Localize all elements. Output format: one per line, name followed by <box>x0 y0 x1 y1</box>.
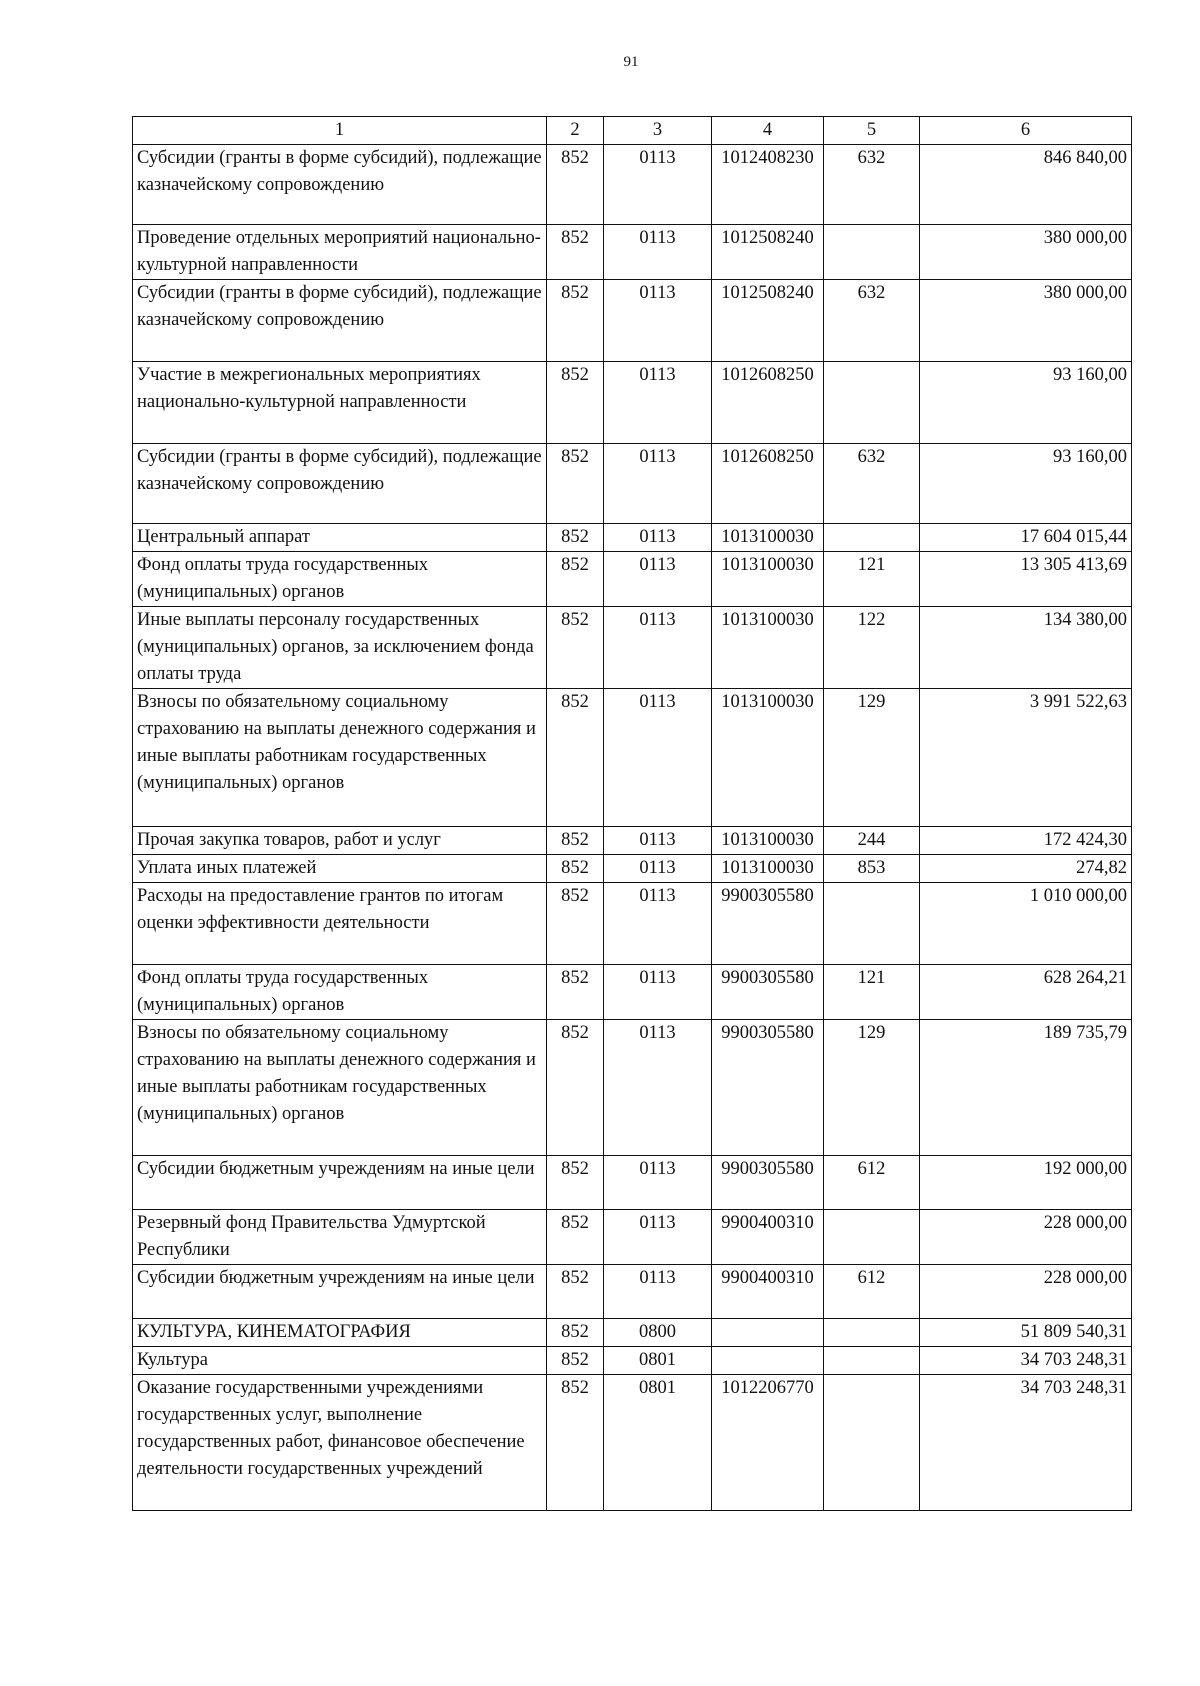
row-sum-cell: 34 703 248,31 <box>920 1375 1132 1511</box>
row-sum-cell: 228 000,00 <box>920 1265 1132 1319</box>
table-row <box>133 444 1132 524</box>
row-cs-cell <box>712 1319 824 1347</box>
table-row <box>133 1020 1132 1156</box>
header-cell: 4 <box>712 117 824 145</box>
row-vr-cell <box>824 1210 920 1265</box>
row-rz-cell: 0113 <box>604 362 712 444</box>
row-gr-cell: 852 <box>547 1156 604 1210</box>
row-cs-cell: 1013100030 <box>712 689 824 827</box>
row-gr-cell: 852 <box>547 965 604 1020</box>
header-cell: 2 <box>547 117 604 145</box>
row-name-cell: Центральный аппарат <box>133 524 547 552</box>
row-name-cell: Оказание государственными учреждениями государственных услуг, выполнение государственных работ, финансовое обеспечение деятельности государственных учреждений <box>133 1375 547 1511</box>
row-sum-cell: 228 000,00 <box>920 1210 1132 1265</box>
row-sum-cell: 192 000,00 <box>920 1156 1132 1210</box>
row-cs-cell: 1012508240 <box>712 280 824 362</box>
row-sum-cell: 628 264,21 <box>920 965 1132 1020</box>
row-name-cell: Уплата иных платежей <box>133 855 547 883</box>
row-gr-cell: 852 <box>547 444 604 524</box>
row-rz-cell: 0113 <box>604 552 712 607</box>
row-sum-cell: 34 703 248,31 <box>920 1347 1132 1375</box>
row-cs-cell: 9900400310 <box>712 1210 824 1265</box>
row-gr-cell: 852 <box>547 280 604 362</box>
row-rz-cell: 0113 <box>604 607 712 689</box>
table-row <box>133 607 1132 689</box>
row-rz-cell: 0113 <box>604 225 712 280</box>
table-row <box>133 225 1132 280</box>
table-row <box>133 552 1132 607</box>
row-vr-cell <box>824 883 920 965</box>
budget-table <box>132 116 1132 1511</box>
row-name-cell: Проведение отдельных мероприятий национально-культурной направленности <box>133 225 547 280</box>
row-gr-cell: 852 <box>547 552 604 607</box>
row-gr-cell: 852 <box>547 524 604 552</box>
header-cell: 3 <box>604 117 712 145</box>
row-vr-cell <box>824 1375 920 1511</box>
row-name-cell: Субсидии бюджетным учреждениям на иные цели <box>133 1156 547 1210</box>
row-vr-cell: 129 <box>824 689 920 827</box>
row-name-cell: Взносы по обязательному социальному страхованию на выплаты денежного содержания и иные выплаты работникам государственных (муниципальных) органов <box>133 1020 547 1156</box>
row-name-cell: КУЛЬТУРА, КИНЕМАТОГРАФИЯ <box>133 1319 547 1347</box>
row-cs-cell: 9900305580 <box>712 965 824 1020</box>
row-gr-cell: 852 <box>547 1375 604 1511</box>
row-name-cell: Прочая закупка товаров, работ и услуг <box>133 827 547 855</box>
row-rz-cell: 0113 <box>604 280 712 362</box>
table-row <box>133 1156 1132 1210</box>
row-rz-cell: 0113 <box>604 689 712 827</box>
row-gr-cell: 852 <box>547 855 604 883</box>
row-vr-cell: 612 <box>824 1156 920 1210</box>
row-vr-cell: 632 <box>824 280 920 362</box>
row-name-cell: Участие в межрегиональных мероприятиях национально-культурной направленности <box>133 362 547 444</box>
row-vr-cell: 244 <box>824 827 920 855</box>
table-row <box>133 524 1132 552</box>
table-row <box>133 1319 1132 1347</box>
row-cs-cell: 1012508240 <box>712 225 824 280</box>
row-sum-cell: 189 735,79 <box>920 1020 1132 1156</box>
row-rz-cell: 0801 <box>604 1347 712 1375</box>
row-sum-cell: 274,82 <box>920 855 1132 883</box>
row-vr-cell: 121 <box>824 965 920 1020</box>
row-cs-cell: 1012608250 <box>712 444 824 524</box>
row-rz-cell: 0113 <box>604 855 712 883</box>
header-row <box>133 117 1132 145</box>
row-sum-cell: 93 160,00 <box>920 444 1132 524</box>
row-sum-cell: 17 604 015,44 <box>920 524 1132 552</box>
header-cell: 5 <box>824 117 920 145</box>
row-rz-cell: 0113 <box>604 524 712 552</box>
row-sum-cell: 134 380,00 <box>920 607 1132 689</box>
row-rz-cell: 0113 <box>604 444 712 524</box>
row-sum-cell: 3 991 522,63 <box>920 689 1132 827</box>
row-vr-cell <box>824 1319 920 1347</box>
row-gr-cell: 852 <box>547 1347 604 1375</box>
row-rz-cell: 0113 <box>604 1156 712 1210</box>
row-name-cell: Иные выплаты персоналу государственных (муниципальных) органов, за исключением фонда оплаты труда <box>133 607 547 689</box>
row-cs-cell: 1013100030 <box>712 855 824 883</box>
row-gr-cell: 852 <box>547 827 604 855</box>
row-gr-cell: 852 <box>547 1210 604 1265</box>
table-row <box>133 145 1132 225</box>
table-row <box>133 1347 1132 1375</box>
row-cs-cell: 1012206770 <box>712 1375 824 1511</box>
row-gr-cell: 852 <box>547 1319 604 1347</box>
table-row <box>133 1375 1132 1511</box>
row-cs-cell: 1013100030 <box>712 607 824 689</box>
table-row <box>133 1210 1132 1265</box>
row-name-cell: Взносы по обязательному социальному страхованию на выплаты денежного содержания и иные выплаты работникам государственных (муниципальных) органов <box>133 689 547 827</box>
row-cs-cell <box>712 1347 824 1375</box>
row-rz-cell: 0113 <box>604 1265 712 1319</box>
row-name-cell: Субсидии (гранты в форме субсидий), подлежащие казначейскому сопровождению <box>133 145 547 225</box>
row-name-cell: Резервный фонд Правительства Удмуртской Республики <box>133 1210 547 1265</box>
row-gr-cell: 852 <box>547 689 604 827</box>
row-vr-cell <box>824 362 920 444</box>
table-row <box>133 1265 1132 1319</box>
row-name-cell: Субсидии (гранты в форме субсидий), подлежащие казначейскому сопровождению <box>133 280 547 362</box>
row-cs-cell: 1013100030 <box>712 552 824 607</box>
row-rz-cell: 0113 <box>604 965 712 1020</box>
row-rz-cell: 0113 <box>604 883 712 965</box>
row-sum-cell: 846 840,00 <box>920 145 1132 225</box>
row-gr-cell: 852 <box>547 1020 604 1156</box>
row-name-cell: Субсидии бюджетным учреждениям на иные цели <box>133 1265 547 1319</box>
row-cs-cell: 1012408230 <box>712 145 824 225</box>
row-gr-cell: 852 <box>547 225 604 280</box>
row-gr-cell: 852 <box>547 883 604 965</box>
row-cs-cell: 1013100030 <box>712 827 824 855</box>
row-rz-cell: 0801 <box>604 1375 712 1511</box>
row-vr-cell <box>824 225 920 280</box>
row-vr-cell: 122 <box>824 607 920 689</box>
budget-table-body <box>133 117 1132 1511</box>
row-rz-cell: 0113 <box>604 1020 712 1156</box>
header-cell: 6 <box>920 117 1132 145</box>
row-vr-cell <box>824 524 920 552</box>
row-vr-cell: 121 <box>824 552 920 607</box>
row-sum-cell: 172 424,30 <box>920 827 1132 855</box>
row-name-cell: Субсидии (гранты в форме субсидий), подлежащие казначейскому сопровождению <box>133 444 547 524</box>
row-name-cell: Культура <box>133 1347 547 1375</box>
row-vr-cell: 632 <box>824 145 920 225</box>
row-name-cell: Расходы на предоставление грантов по итогам оценки эффективности деятельности <box>133 883 547 965</box>
table-row <box>133 855 1132 883</box>
row-vr-cell: 129 <box>824 1020 920 1156</box>
row-cs-cell: 9900400310 <box>712 1265 824 1319</box>
header-cell: 1 <box>133 117 547 145</box>
row-vr-cell <box>824 1347 920 1375</box>
row-gr-cell: 852 <box>547 607 604 689</box>
table-row <box>133 883 1132 965</box>
row-sum-cell: 93 160,00 <box>920 362 1132 444</box>
row-sum-cell: 51 809 540,31 <box>920 1319 1132 1347</box>
table-row <box>133 827 1132 855</box>
row-cs-cell: 9900305580 <box>712 1020 824 1156</box>
row-cs-cell: 9900305580 <box>712 1156 824 1210</box>
row-rz-cell: 0113 <box>604 827 712 855</box>
row-cs-cell: 1013100030 <box>712 524 824 552</box>
row-sum-cell: 1 010 000,00 <box>920 883 1132 965</box>
page-number: 91 <box>623 54 639 70</box>
row-gr-cell: 852 <box>547 145 604 225</box>
row-vr-cell: 853 <box>824 855 920 883</box>
table-row <box>133 689 1132 827</box>
row-rz-cell: 0113 <box>604 145 712 225</box>
row-vr-cell: 612 <box>824 1265 920 1319</box>
row-rz-cell: 0800 <box>604 1319 712 1347</box>
row-gr-cell: 852 <box>547 1265 604 1319</box>
row-sum-cell: 380 000,00 <box>920 225 1132 280</box>
row-vr-cell: 632 <box>824 444 920 524</box>
table-row <box>133 280 1132 362</box>
row-sum-cell: 380 000,00 <box>920 280 1132 362</box>
table-row <box>133 965 1132 1020</box>
row-cs-cell: 9900305580 <box>712 883 824 965</box>
row-cs-cell: 1012608250 <box>712 362 824 444</box>
row-name-cell: Фонд оплаты труда государственных (муниципальных) органов <box>133 965 547 1020</box>
row-sum-cell: 13 305 413,69 <box>920 552 1132 607</box>
row-name-cell: Фонд оплаты труда государственных (муниципальных) органов <box>133 552 547 607</box>
row-gr-cell: 852 <box>547 362 604 444</box>
table-row <box>133 362 1132 444</box>
row-rz-cell: 0113 <box>604 1210 712 1265</box>
